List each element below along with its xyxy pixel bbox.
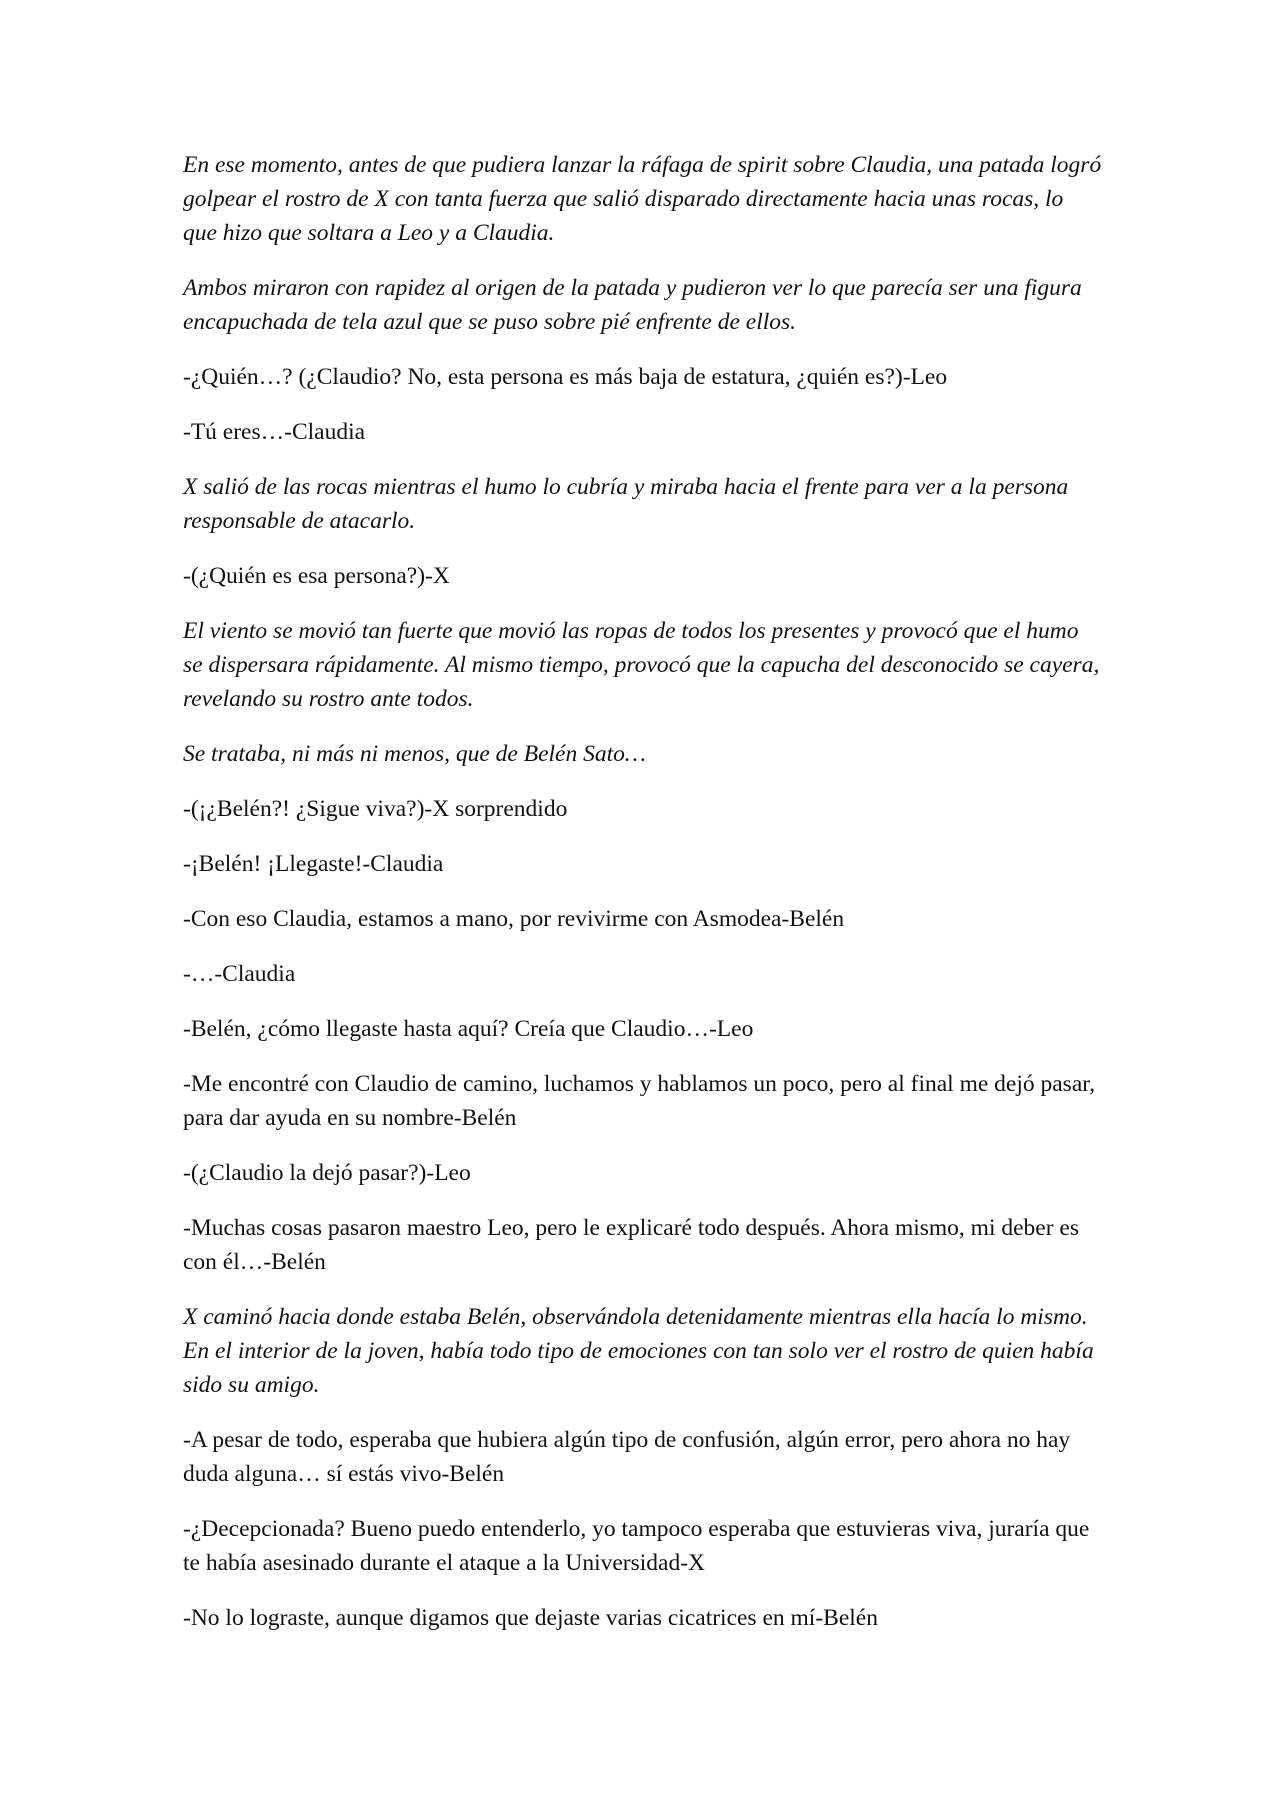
- narration-paragraph: El viento se movió tan fuerte que movió las ropas de todos los presentes y provocó que el humo se dispersara rápidamente. Al mismo tiempo, provocó que la capucha del desconocido se cayera, revelando su rostro ante todos.: [183, 618, 1100, 712]
- narration-paragraph: X caminó hacia donde estaba Belén, observándola detenidamente mientras ella hacía lo mismo. En el interior de la joven, había todo tipo de emociones con tan solo ver el rostro de quien había sido su amigo.: [183, 1304, 1094, 1398]
- dialogue-line: -Muchas cosas pasaron maestro Leo, pero le explicaré todo después. Ahora mismo, mi deber es con él…-Belén: [183, 1215, 1079, 1275]
- dialogue-line: -¡Belén! ¡Llegaste!-Claudia: [183, 851, 444, 877]
- dialogue-line: -(¿Claudio la dejó pasar?)-Leo: [183, 1160, 471, 1186]
- dialogue-line: -Belén, ¿cómo llegaste hasta aquí? Creía que Claudio…-Leo: [183, 1016, 754, 1042]
- dialogue-line: -(¡¿Belén?! ¿Sigue viva?)-X sorprendido: [183, 796, 568, 822]
- dialogue-line: -Me encontré con Claudio de camino, luchamos y hablamos un poco, pero al final me dejó pasar, para dar ayuda en su nombre-Belén: [183, 1071, 1096, 1131]
- narration-paragraph: Ambos miraron con rapidez al origen de la patada y pudieron ver lo que parecía ser una figura encapuchada de tela azul que se puso sobre pié enfrente de ellos.: [183, 275, 1082, 335]
- dialogue-line: -(¿Quién es esa persona?)-X: [183, 563, 450, 589]
- dialogue-line: -¿Quién…? (¿Claudio? No, esta persona es más baja de estatura, ¿quién es?)-Leo: [183, 364, 948, 390]
- dialogue-line: -A pesar de todo, esperaba que hubiera algún tipo de confusión, algún error, pero ahora no hay duda alguna… sí estás vivo-Belén: [183, 1427, 1071, 1487]
- dialogue-line: -…-Claudia: [183, 961, 296, 987]
- dialogue-line: -Con eso Claudia, estamos a mano, por revivirme con Asmodea-Belén: [183, 906, 845, 932]
- narration-paragraph: X salió de las rocas mientras el humo lo cubría y miraba hacia el frente para ver a la persona responsable de atacarlo.: [183, 474, 1069, 534]
- dialogue-line: -Tú eres…-Claudia: [183, 419, 366, 445]
- narration-paragraph: En ese momento, antes de que pudiera lanzar la ráfaga de spirit sobre Claudia, una patada logró golpear el rostro de X con tanta fuerza que salió disparado directamente hacia unas rocas, lo que hizo que soltara a Leo y a Claudia.: [183, 152, 1102, 246]
- dialogue-line: -¿Decepcionada? Bueno puedo entenderlo, yo tampoco esperaba que estuvieras viva, juraría que te había asesinado durante el ataque a la Universidad-X: [183, 1516, 1090, 1576]
- narration-paragraph: Se trataba, ni más ni menos, que de Belén Sato…: [183, 741, 646, 767]
- document-page: [183, 148, 1103, 1656]
- dialogue-line: -No lo lograste, aunque digamos que dejaste varias cicatrices en mí-Belén: [183, 1605, 878, 1631]
